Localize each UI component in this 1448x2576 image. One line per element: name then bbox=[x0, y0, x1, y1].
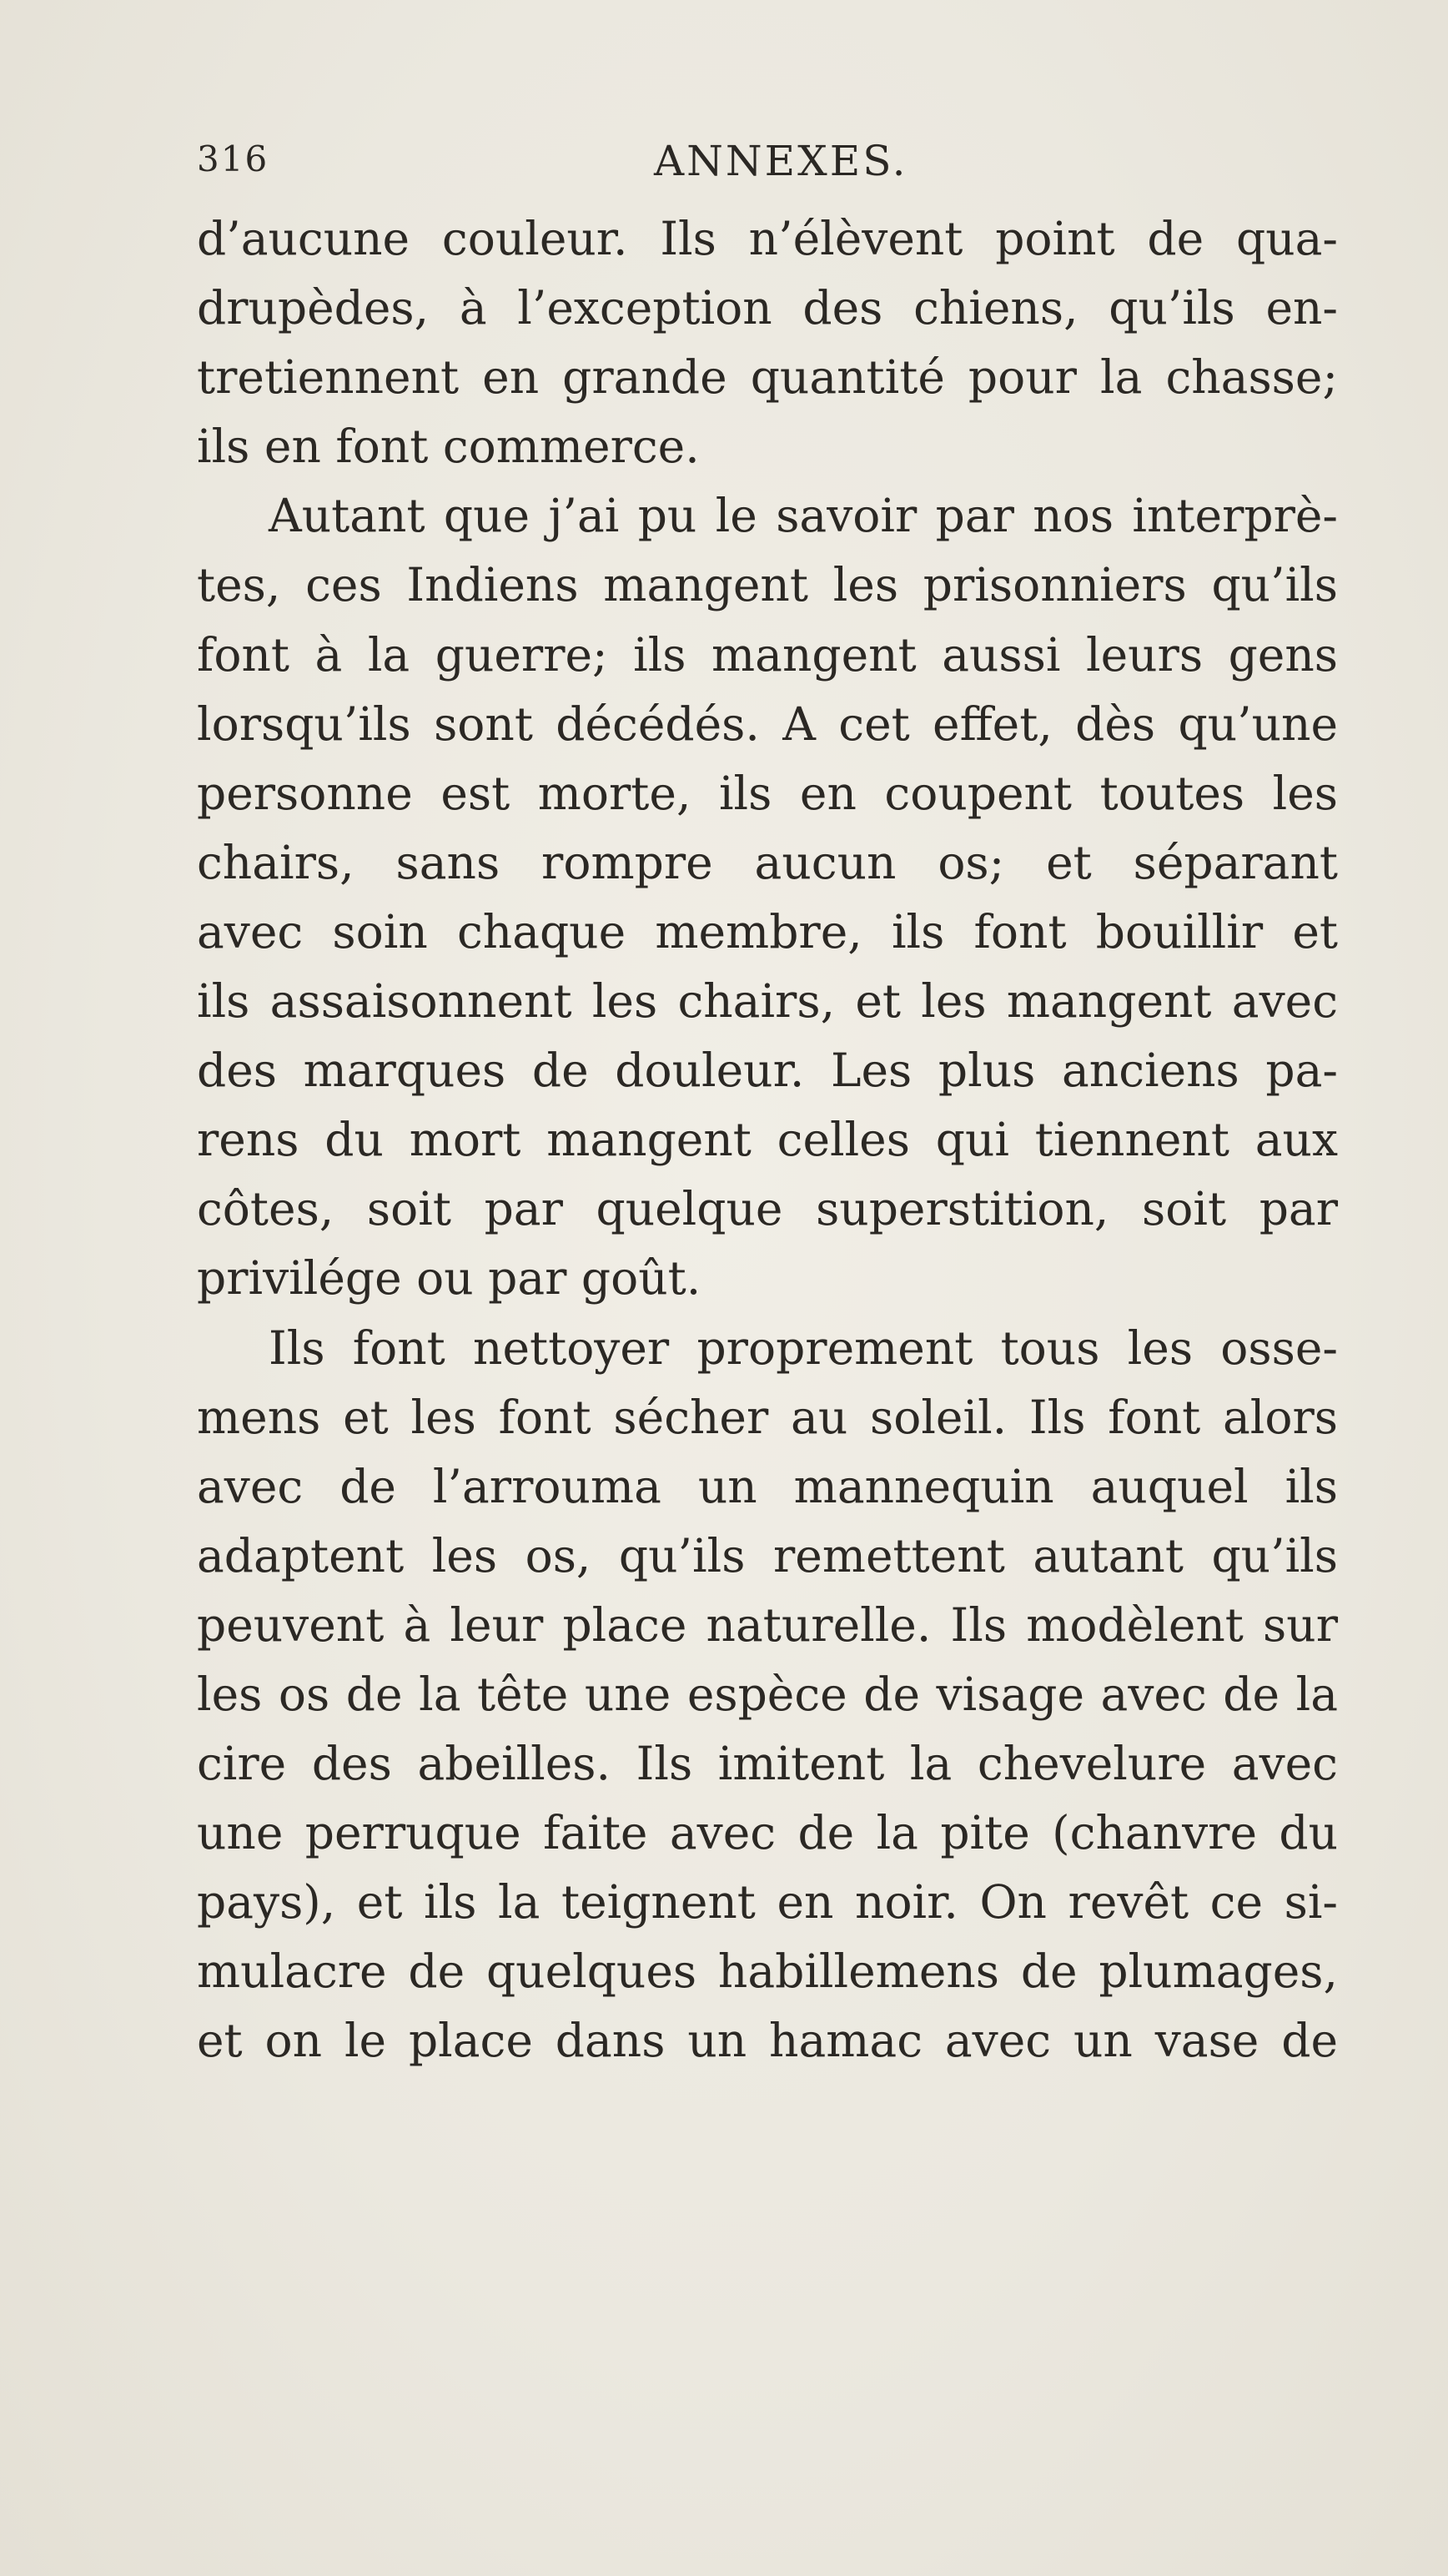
body-text bbox=[197, 204, 1338, 2076]
text-line: tes, ces Indiens mangent les prisonniers qu’ils bbox=[197, 558, 1338, 612]
text-line: mens et les font sécher au soleil. Ils font alors bbox=[197, 1390, 1338, 1444]
text-line: adaptent les os, qu’ils remettent autant qu’ils bbox=[197, 1528, 1338, 1582]
text-line: d’aucune couleur. Ils n’élèvent point de qua- bbox=[197, 212, 1338, 265]
paragraph-end-line: privilége ou par goût. bbox=[197, 1251, 701, 1306]
text-line: drupèdes, à l’exception des chiens, qu’ils en- bbox=[197, 281, 1338, 335]
text-line: une perruque faite avec de la pite (chanvre du bbox=[197, 1806, 1338, 1860]
text-line: avec de l’arrouma un mannequin auquel ils bbox=[197, 1459, 1338, 1513]
text-line: avec soin chaque membre, ils font bouillir et bbox=[197, 904, 1338, 958]
text-line: côtes, soit par quelque superstition, soit par bbox=[197, 1182, 1338, 1236]
text-line: rens du mort mangent celles qui tiennent aux bbox=[197, 1113, 1338, 1167]
text-line: mulacre de quelques habillemens de plumages, bbox=[197, 1945, 1338, 1999]
text-line: pays), et ils la teignent en noir. On revêt ce si- bbox=[197, 1875, 1338, 1929]
paragraph-end-line: ils en font commerce. bbox=[197, 420, 700, 474]
running-title: ANNEXES. bbox=[654, 137, 908, 185]
text-line: et on le place dans un hamac avec un vase de bbox=[197, 2014, 1338, 2068]
paragraph-start-line: Autant que j’ai pu le savoir par nos interprè- bbox=[269, 489, 1338, 543]
text-line: chairs, sans rompre aucun os; et séparant bbox=[197, 835, 1338, 889]
text-line: lorsqu’ils sont décédés. A cet effet, dès qu’une bbox=[197, 697, 1338, 751]
text-line: ils assaisonnent les chairs, et les mangent avec bbox=[197, 974, 1338, 1029]
text-line: cire des abeilles. Ils imitent la chevelure avec bbox=[197, 1737, 1338, 1791]
text-line: personne est morte, ils en coupent toutes les bbox=[197, 766, 1338, 820]
text-line: des marques de douleur. Les plus anciens pa- bbox=[197, 1044, 1338, 1098]
text-line: tretiennent en grande quantité pour la chasse; bbox=[197, 350, 1338, 405]
text-line: font à la guerre; ils mangent aussi leurs gens bbox=[197, 627, 1338, 682]
paragraph-start-line: Ils font nettoyer proprement tous les osse- bbox=[269, 1321, 1338, 1375]
text-line: les os de la tête une espèce de visage avec de la bbox=[197, 1667, 1338, 1721]
text-line: peuvent à leur place naturelle. Ils modèlent sur bbox=[197, 1597, 1338, 1652]
page-number: 316 bbox=[197, 138, 269, 179]
